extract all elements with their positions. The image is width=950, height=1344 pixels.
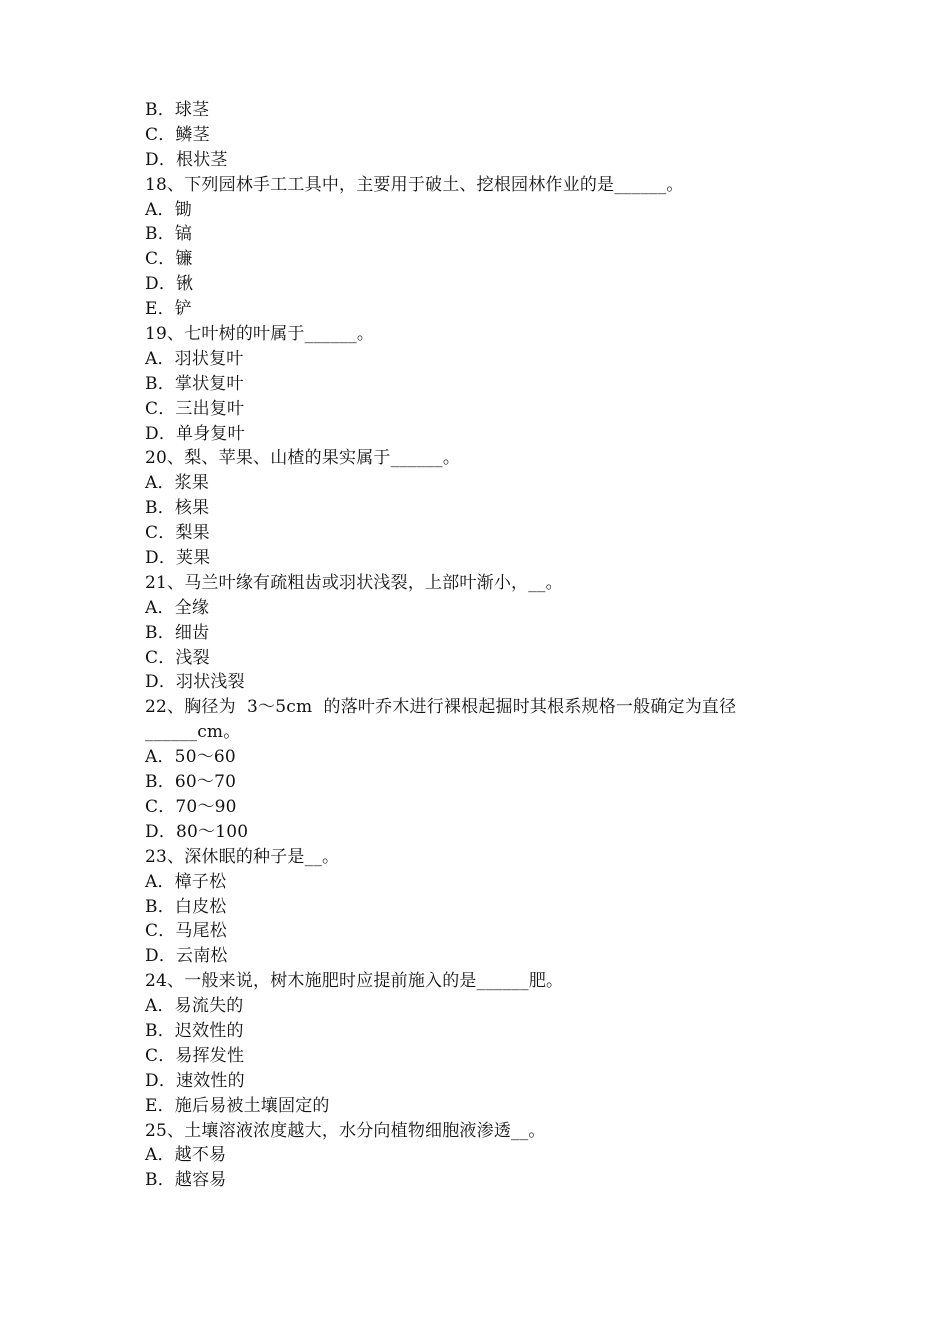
answer-option: C．梨果 bbox=[145, 523, 210, 544]
answer-option: B．掌状复叶 bbox=[145, 373, 244, 394]
answer-option: B．球茎 bbox=[145, 100, 210, 120]
answer-option: B．越容易 bbox=[145, 1170, 227, 1191]
answer-option: A．锄 bbox=[145, 199, 192, 220]
question-text: 24、一般来说，树木施肥时应提前施入的是______肥。 bbox=[145, 971, 564, 992]
answer-option: D．根状茎 bbox=[145, 149, 228, 170]
answer-option: B．60～70 bbox=[145, 772, 237, 793]
question-text: 22、胸径为 3～5cm 的落叶乔木进行裸根起掘时其根系规格一般确定为直径 bbox=[145, 697, 737, 718]
answer-option: C．三出复叶 bbox=[145, 398, 245, 419]
question-text: 19、七叶树的叶属于______。 bbox=[145, 324, 375, 345]
answer-option: D．荚果 bbox=[145, 548, 211, 569]
answer-option: B．白皮松 bbox=[145, 896, 227, 917]
answer-option: A．樟子松 bbox=[145, 871, 227, 892]
answer-option: A．50～60 bbox=[145, 747, 236, 768]
answer-option: D．云南松 bbox=[145, 946, 228, 967]
question-text: 21、马兰叶缘有疏粗齿或羽状浅裂，上部叶渐小，__。 bbox=[145, 572, 563, 593]
answer-option: A．易流失的 bbox=[145, 996, 244, 1017]
question-text: 20、梨、苹果、山楂的果实属于______。 bbox=[145, 448, 461, 469]
answer-option: C．鳞茎 bbox=[145, 124, 210, 145]
answer-option: E．施后易被土壤固定的 bbox=[145, 1095, 330, 1116]
answer-option: C．浅裂 bbox=[145, 647, 210, 668]
answer-option: E．铲 bbox=[145, 299, 193, 320]
question-text: 25、土壤溶液浓度越大，水分向植物细胞液渗透__。 bbox=[145, 1120, 546, 1141]
answer-option: B．细齿 bbox=[145, 622, 210, 643]
answer-option: C．镰 bbox=[145, 249, 193, 270]
answer-option: D．锹 bbox=[145, 274, 194, 295]
answer-option: D．羽状浅裂 bbox=[145, 672, 245, 693]
answer-option: C．易挥发性 bbox=[145, 1045, 245, 1066]
answer-option: A．全缘 bbox=[145, 597, 210, 618]
question-text: 18、下列园林手工工具中，主要用于破土、挖根园林作业的是______。 bbox=[145, 174, 684, 195]
answer-option: D．80～100 bbox=[145, 821, 249, 842]
answer-option: A．羽状复叶 bbox=[145, 348, 244, 369]
answer-option: D．单身复叶 bbox=[145, 423, 245, 444]
answer-option: B．核果 bbox=[145, 498, 210, 519]
answer-option: A．浆果 bbox=[145, 473, 210, 494]
answer-option: B．镐 bbox=[145, 224, 193, 245]
answer-option: C．马尾松 bbox=[145, 921, 228, 942]
question-text: ______cm。 bbox=[145, 722, 241, 743]
question-text: 23、深休眠的种子是__。 bbox=[145, 846, 340, 867]
question-list bbox=[145, 98, 825, 1193]
answer-option: A．越不易 bbox=[145, 1145, 227, 1166]
answer-option: B．迟效性的 bbox=[145, 1020, 244, 1041]
answer-option: C．70～90 bbox=[145, 796, 237, 817]
answer-option: D．速效性的 bbox=[145, 1070, 245, 1091]
